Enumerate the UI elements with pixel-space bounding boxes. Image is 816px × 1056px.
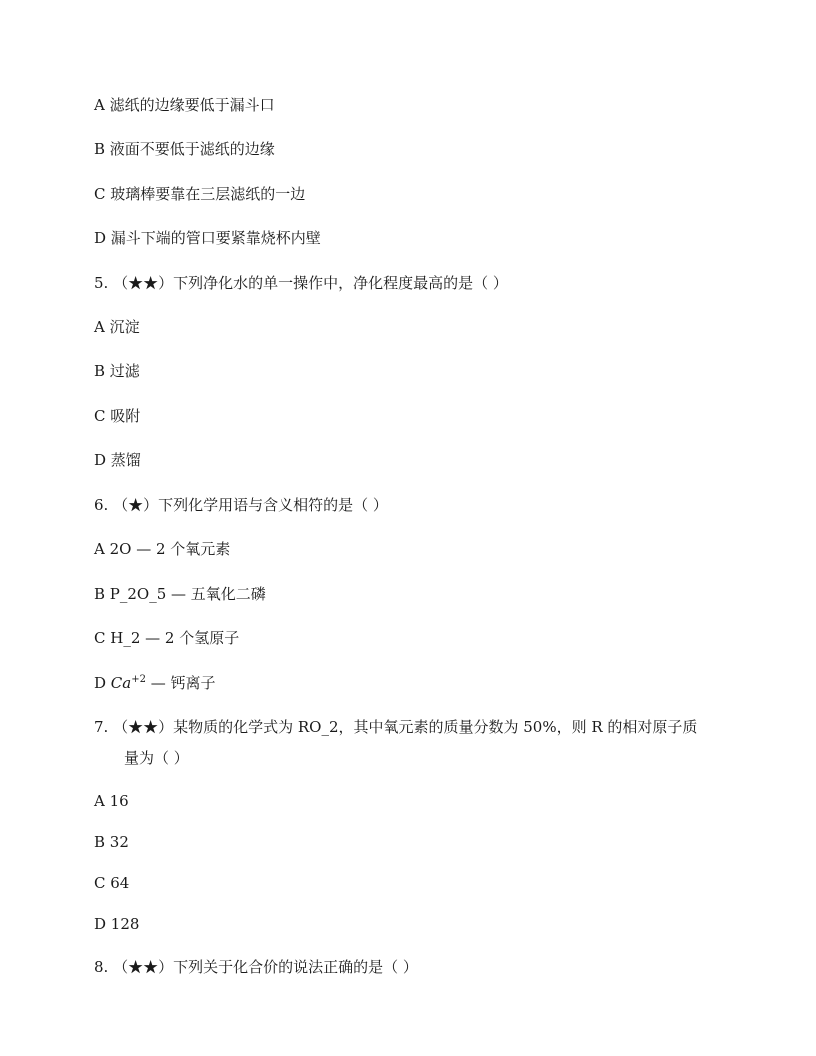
option-d-prefix: D (94, 674, 111, 692)
formula-base: Ca (110, 674, 132, 692)
question-7-option-a: A 16 (94, 792, 129, 810)
question-7-option-d: D 128 (94, 915, 140, 933)
option-d: D 漏斗下端的管口要紧靠烧杯内壁 (94, 229, 321, 247)
calcium-formula (111, 674, 146, 692)
question-6-option-b: B P_2O_5 — 五氧化二磷 (94, 585, 266, 603)
question-8-stem: 8. （★★）下列关于化合价的说法正确的是（ ） (94, 958, 418, 976)
question-7-stem-line-1: 7. （★★）某物质的化学式为 RO_2，其中氧元素的质量分数为 50%，则 R 的相对原子质 (94, 718, 698, 736)
question-7-option-b: B 32 (94, 833, 129, 851)
option-c: C 玻璃棒要靠在三层滤纸的一边 (94, 185, 306, 203)
question-5-stem: 5. （★★）下列净化水的单一操作中，净化程度最高的是（ ） (94, 274, 508, 292)
question-7-stem-line-2: 量为（ ） (124, 749, 189, 767)
question-6-option-d (94, 672, 216, 694)
question-5-option-d: D 蒸馏 (94, 451, 141, 469)
question-7-option-c: C 64 (94, 874, 130, 892)
question-5-option-b: B 过滤 (94, 362, 140, 380)
question-5-option-a: A 沉淀 (94, 318, 140, 336)
option-a: A 滤纸的边缘要低于漏斗口 (94, 96, 275, 114)
question-6-option-c: C H_2 — 2 个氢原子 (94, 629, 240, 647)
question-6-stem: 6. （★）下列化学用语与含义相符的是（ ） (94, 496, 388, 514)
option-b: B 液面不要低于滤纸的边缘 (94, 140, 275, 158)
question-6-option-a: A 2O — 2 个氧元素 (94, 540, 231, 558)
question-5-option-c: C 吸附 (94, 407, 141, 425)
formula-superscript: +2 (131, 674, 146, 685)
option-d-suffix: — 钙离子 (145, 674, 216, 692)
